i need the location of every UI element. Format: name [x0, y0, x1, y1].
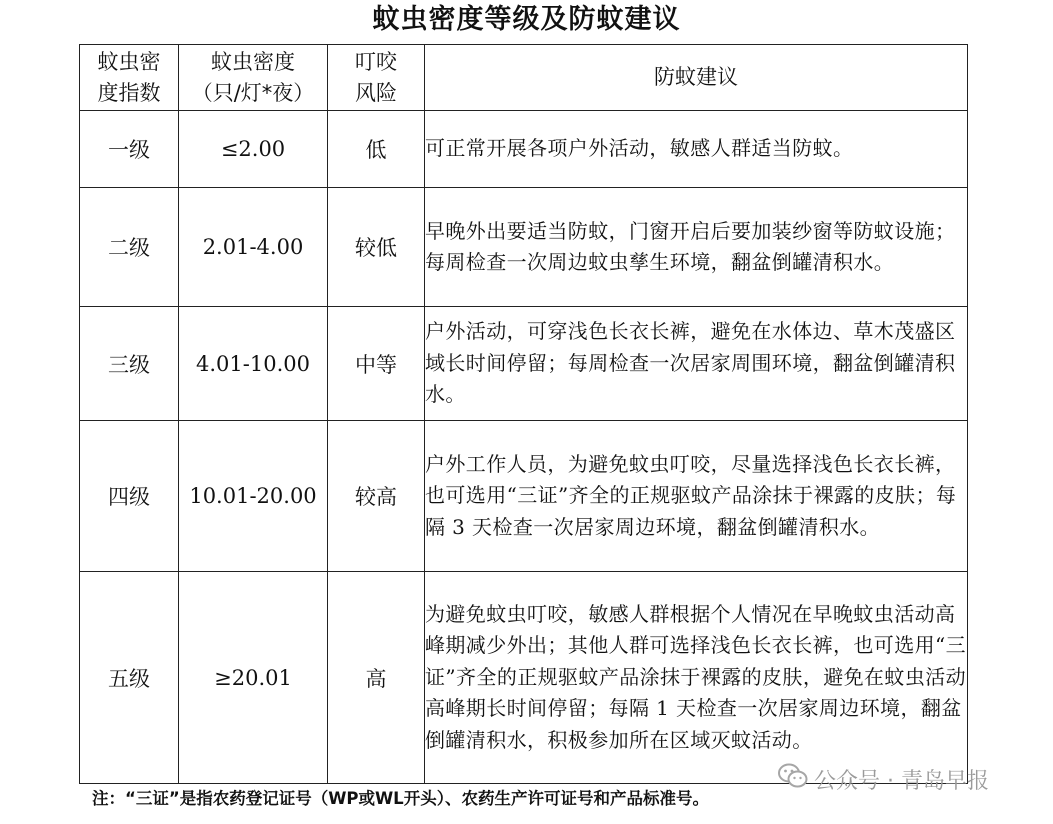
density-cell: ≥20.01 — [179, 572, 328, 784]
risk-cell: 较高 — [328, 421, 425, 572]
header-risk-line-1: 叮咬 — [355, 49, 397, 74]
risk-cell: 高 — [328, 572, 425, 784]
watermark — [778, 762, 989, 796]
header-risk-line-2: 风险 — [355, 80, 397, 105]
advice-cell: 可正常开展各项户外活动，敏感人群适当防蚊。 — [425, 111, 968, 188]
header-grade-line-2: 度指数 — [97, 80, 161, 105]
table-header-row — [80, 45, 968, 111]
table-row — [80, 188, 968, 307]
grade-cell: 五级 — [80, 572, 179, 784]
advice-cell: 早晚外出要适当防蚊，门窗开启后要加装纱窗等防蚊设施；每周检查一次周边蚊虫孳生环境，翻盆倒罐清积水。 — [425, 188, 968, 307]
density-cell: 10.01-20.00 — [179, 421, 328, 572]
table-row — [80, 572, 968, 784]
advice-cell: 为避免蚊虫叮咬，敏感人群根据个人情况在早晚蚊虫活动高峰期减少外出；其他人群可选择浅色长衣长裤，也可选用“三证”齐全的正规驱蚊产品涂抹于裸露的皮肤，避免在蚊虫活动高峰期长时间停留；每隔 1 天检查一次居家周边环境，翻盆倒罐清积水，积极参加所在区域灭蚊活动。 — [425, 572, 968, 784]
advice-cell: 户外活动，可穿浅色长衣长裤，避免在水体边、草木茂盛区域长时间停留；每周检查一次居家周围环境，翻盆倒罐清积水。 — [425, 307, 968, 421]
page-title: 蚊虫密度等级及防蚊建议 — [372, 4, 681, 35]
grade-cell: 一级 — [80, 111, 179, 188]
density-cell: ≤2.00 — [179, 111, 328, 188]
header-grade-line-1: 蚊虫密 — [97, 49, 161, 74]
density-cell: 4.01-10.00 — [179, 307, 328, 421]
advice-cell: 户外工作人员，为避免蚊虫叮咬，尽量选择浅色长衣长裤，也可选用“三证”齐全的正规驱蚊产品涂抹于裸露的皮肤；每隔 3 天检查一次居家周边环境，翻盆倒罐清积水。 — [425, 421, 968, 572]
header-risk — [328, 45, 425, 111]
header-density-line-2: （只/灯*夜） — [191, 80, 315, 105]
table-row — [80, 111, 968, 188]
grade-cell: 二级 — [80, 188, 179, 307]
grade-cell: 三级 — [80, 307, 179, 421]
header-density-line-1: 蚊虫密度 — [211, 49, 295, 74]
table-row — [80, 307, 968, 421]
grade-cell: 四级 — [80, 421, 179, 572]
mosquito-density-table — [79, 44, 968, 784]
header-density — [179, 45, 328, 111]
risk-cell: 较低 — [328, 188, 425, 307]
risk-cell: 低 — [328, 111, 425, 188]
footnote: 注：“三证”是指农药登记证号（WP或WL开头）、农药生产许可证号和产品标准号。 — [92, 789, 709, 808]
header-grade — [80, 45, 179, 111]
risk-cell: 中等 — [328, 307, 425, 421]
header-advice: 防蚊建议 — [425, 45, 968, 111]
wechat-icon — [778, 763, 808, 795]
watermark-text: 公众号 · 青岛早报 — [814, 768, 989, 794]
table-row — [80, 421, 968, 572]
density-cell: 2.01-4.00 — [179, 188, 328, 307]
